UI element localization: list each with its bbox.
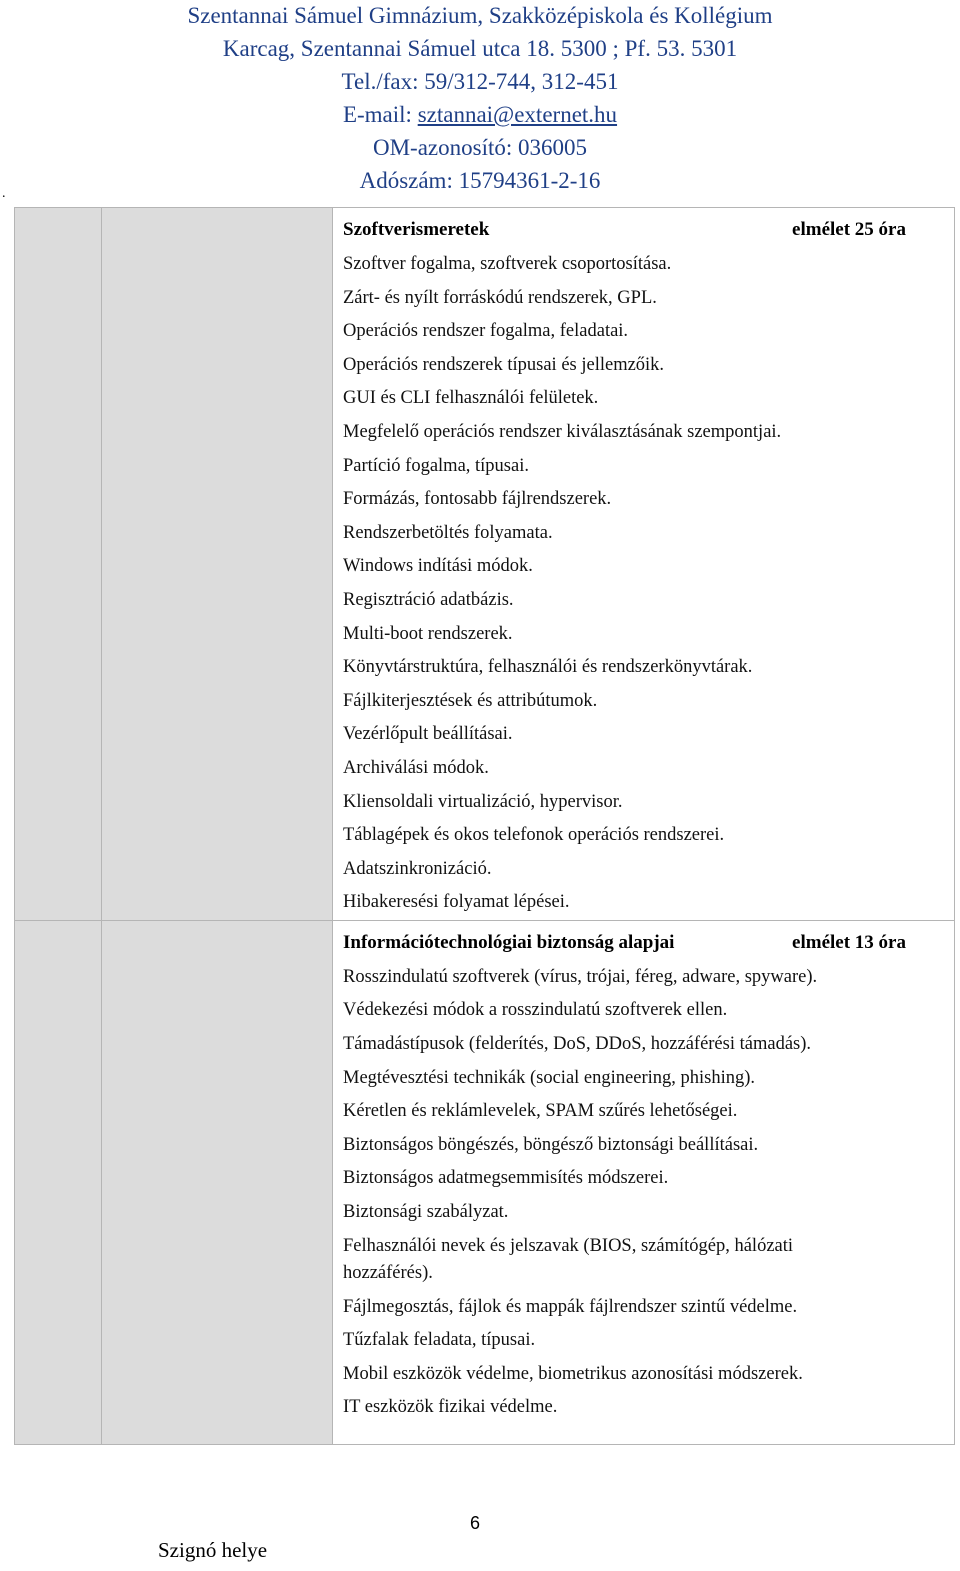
list-item: Rendszerbetöltés folyamata. — [343, 522, 553, 543]
list-item: Windows indítási módok. — [343, 556, 533, 577]
list-item: Kéretlen és reklámlevelek, SPAM szűrés lehetőségei. — [343, 1101, 738, 1122]
school-om-id: OM-azonosító: 036005 — [372, 135, 587, 160]
table-row — [15, 920, 955, 1444]
topic-cell — [333, 920, 955, 1444]
blank-cell — [102, 920, 333, 1444]
school-email-line — [0, 99, 960, 132]
section-title: Szoftverismeretek — [343, 219, 490, 240]
section-hours: elmélet 25 óra — [792, 219, 906, 240]
list-item: Regisztráció adatbázis. — [343, 589, 514, 610]
list-item: Megtévesztési technikák (social engineering, phishing). — [343, 1067, 756, 1088]
list-item: Formázás, fontosabb fájlrendszerek. — [343, 489, 612, 510]
blank-cell — [102, 208, 333, 921]
list-item: Szoftver fogalma, szoftverek csoportosítása. — [343, 254, 672, 274]
section-heading — [343, 208, 954, 248]
list-item: Kliensoldali virtualizáció, hypervisor. — [343, 791, 623, 812]
list-item: Táblagépek és okos telefonok operációs rendszerei. — [343, 825, 725, 846]
list-item: Tűzfalak feladata, típusai. — [343, 1330, 536, 1351]
margin-dot: . — [2, 186, 6, 201]
signature-label: Szignó helye — [158, 1538, 268, 1562]
blank-cell — [15, 920, 102, 1444]
topic-cell — [333, 208, 955, 921]
list-item: Fájlmegosztás, fájlok és mappák fájlrendszer szintű védelme. — [343, 1296, 798, 1317]
email-link[interactable]: sztannai@externet.hu — [417, 102, 618, 127]
list-item: Adatszinkronizáció. — [343, 858, 492, 879]
list-item: Megfelelő operációs rendszer kiválasztásának szempontjai. — [343, 421, 782, 442]
list-item: GUI és CLI felhasználói felületek. — [343, 388, 599, 409]
list-item: Felhasználói nevek és jelszavak (BIOS, számítógép, hálózati hozzáférés). — [343, 1235, 794, 1283]
section-hours: elmélet 13 óra — [792, 931, 906, 953]
list-item: Biztonságos adatmegsemmisítés módszerei. — [343, 1168, 669, 1189]
list-item: Támadástípusok (felderítés, DoS, DDoS, hozzáférési támadás). — [343, 1034, 812, 1055]
list-item: Multi-boot rendszerek. — [343, 623, 513, 644]
section-title: Információtechnológiai biztonság alapjai — [343, 931, 675, 953]
list-item: Vezérlőpult beállításai. — [343, 724, 513, 745]
list-item: Rosszindulatú szoftverek (vírus, trójai, féreg, adware, spyware). — [343, 966, 818, 987]
school-phone: Tel./fax: 59/312-744, 312-451 — [341, 69, 619, 94]
list-item: Operációs rendszerek típusai és jellemzőik. — [343, 354, 665, 375]
list-item: Könyvtárstruktúra, felhasználói és rendszerkönyvtárak. — [343, 657, 753, 678]
list-item: Védekezési módok a rosszindulatú szoftverek ellen. — [343, 1000, 728, 1021]
table-row — [15, 208, 955, 921]
school-address: Karcag, Szentannai Sámuel utca 18. 5300 ; Pf. 53. 5301 — [222, 36, 738, 61]
list-item: Hibakeresési folyamat lépései. — [343, 892, 570, 913]
school-tax-id: Adószám: 15794361-2-16 — [359, 168, 601, 193]
section-heading — [343, 921, 954, 961]
page-number: 6 — [470, 1513, 481, 1533]
school-name: Szentannai Sámuel Gimnázium, Szakközépiskola és Kollégium — [187, 3, 773, 28]
email-label: E-mail: — [342, 102, 418, 127]
list-item: IT eszközök fizikai védelme. — [343, 1397, 558, 1418]
curriculum-table — [14, 207, 955, 1445]
list-item: Partíció fogalma, típusai. — [343, 455, 529, 476]
list-item: Zárt- és nyílt forráskódú rendszerek, GPL. — [343, 287, 657, 308]
list-item: Archiválási módok. — [343, 757, 489, 778]
blank-cell — [15, 208, 102, 921]
list-item: Biztonságos böngészés, böngésző biztonsági beállításai. — [343, 1134, 759, 1155]
letterhead — [0, 0, 960, 198]
list-item: Mobil eszközök védelme, biometrikus azonosítási módszerek. — [343, 1363, 803, 1384]
list-item: Fájlkiterjesztések és attribútumok. — [343, 690, 598, 711]
list-item: Biztonsági szabályzat. — [343, 1202, 509, 1223]
list-item: Operációs rendszer fogalma, feladatai. — [343, 321, 629, 342]
